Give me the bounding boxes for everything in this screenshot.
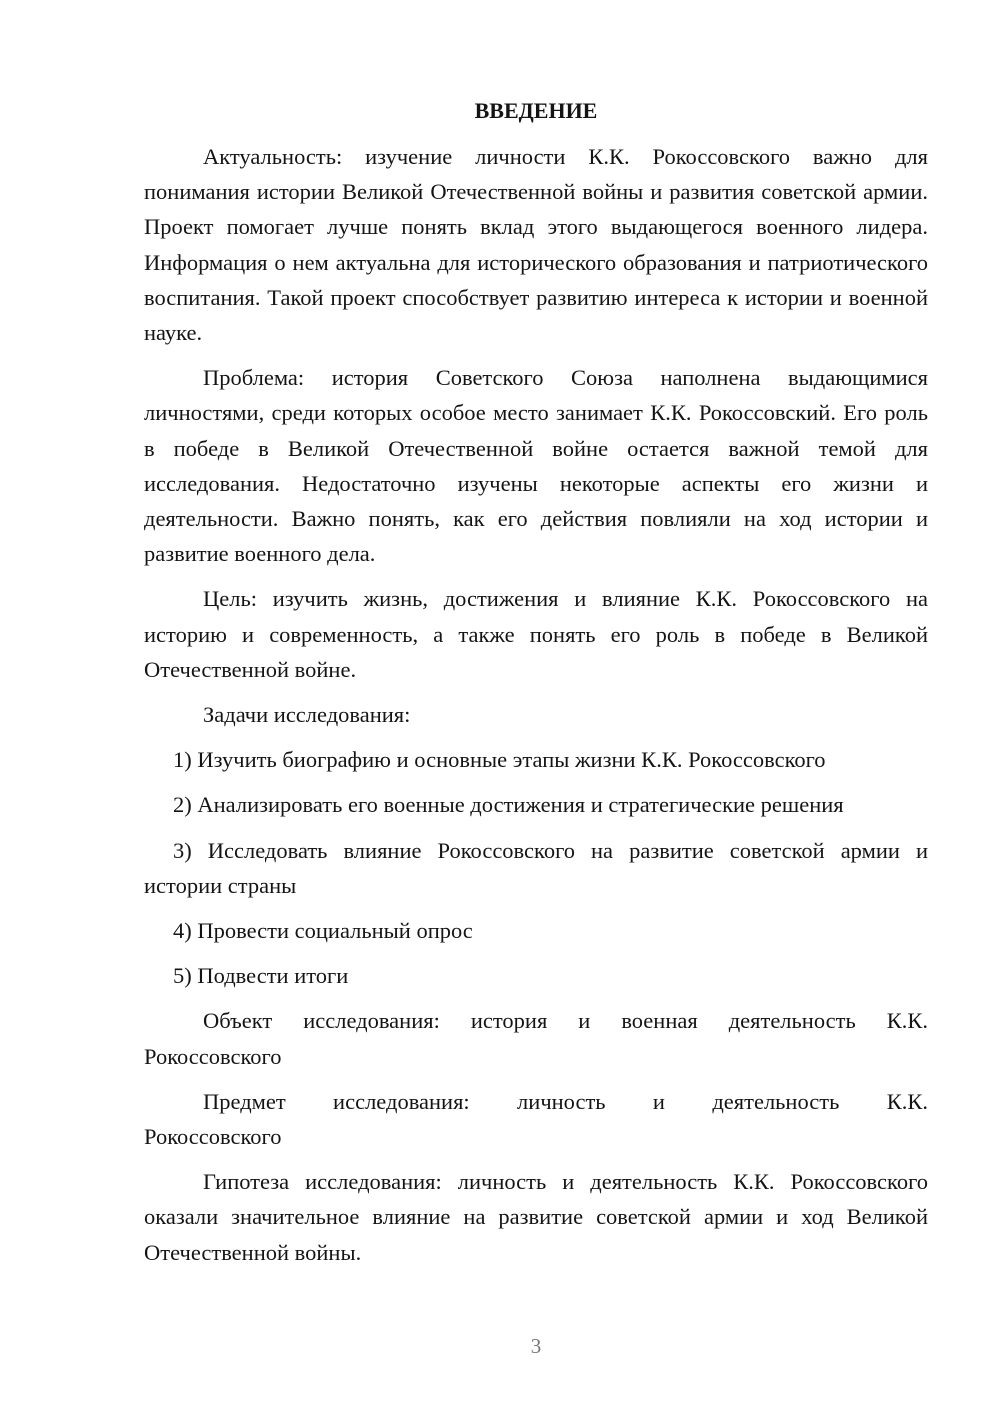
relevance-paragraph: Актуальность: изучение личности К.К. Рокоссовского важно для понимания истории Великой Отечественной войны и развития советской армии. Проект помогает лучше понять вклад этого выдающегося военного лидера. Информация о нем актуальна для исторического образования и патриотического воспитания. Такой проект способствует развитию интереса к истории и военной науке. bbox=[144, 144, 928, 346]
task-item-1: 1) Изучить биографию и основные этапы жизни К.К. Рокоссовского bbox=[173, 747, 826, 773]
subject-line-2: Рокоссовского bbox=[144, 1124, 282, 1150]
goal-paragraph: Цель: изучить жизнь, достижения и влияние К.К. Рокоссовского на историю и современность, а также понять его роль в победе в Великой Отечественной войне. bbox=[144, 586, 928, 682]
problem-paragraph: Проблема: история Советского Союза наполнена выдающимися личностями, среди которых особое место занимает К.К. Рокоссовский. Его роль в победе в Великой Отечественной войне остается важной темой для исследования. Недостаточно изучены некоторые аспекты его жизни и деятельности. Важно понять, как его действия повлияли на ход истории и развитие военного дела. bbox=[144, 365, 928, 567]
subject-paragraph bbox=[144, 1084, 928, 1154]
task-item-3: 3) Исследовать влияние Рокоссовского на развитие советской армии и истории страны bbox=[144, 837, 928, 898]
task-item-5: 5) Подвести итоги bbox=[173, 963, 349, 989]
task-item-4: 4) Провести социальный опрос bbox=[173, 918, 473, 944]
hypothesis-paragraph: Гипотеза исследования: личность и деятельность К.К. Рокоссовского оказали значительное влияние на развитие советской армии и ход Великой Отечественной войны. bbox=[144, 1169, 928, 1265]
document-page bbox=[144, 96, 928, 1280]
page-number: 3 bbox=[530, 1334, 542, 1358]
tasks-heading: Задачи исследования: bbox=[203, 702, 411, 728]
section-title: ВВЕДЕНИЕ bbox=[474, 98, 598, 123]
object-line-1: Объект исследования: история и военная деятельность К.К. bbox=[203, 1008, 928, 1034]
subject-line-1: Предмет исследования: личность и деятельность К.К. bbox=[203, 1088, 928, 1114]
object-line-2: Рокоссовского bbox=[144, 1043, 282, 1069]
task-item-2: 2) Анализировать его военные достижения и стратегические решения bbox=[173, 792, 844, 818]
object-paragraph bbox=[144, 1003, 928, 1073]
